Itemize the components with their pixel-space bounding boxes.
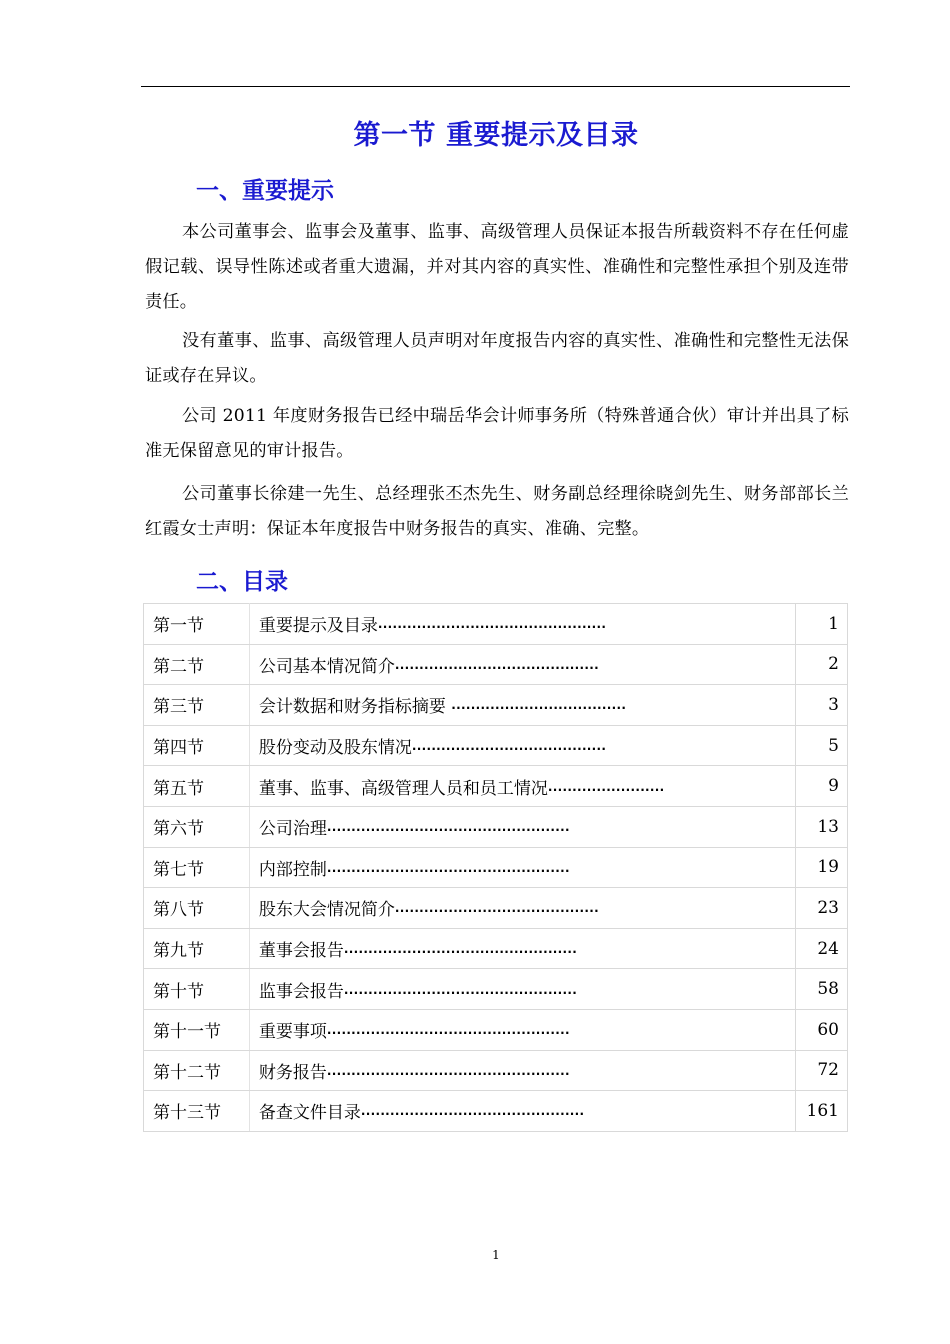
toc-entry-title[interactable]: 会计数据和财务指标摘要 bbox=[258, 697, 452, 718]
toc-leader-dots: ·········································· bbox=[394, 660, 599, 675]
toc-entry-title[interactable]: 重要事项 bbox=[258, 1022, 327, 1043]
toc-row[interactable] bbox=[144, 969, 848, 1010]
toc-entry-title-cell bbox=[249, 1091, 795, 1132]
toc-leader-dots: ··············································· bbox=[377, 620, 607, 635]
toc-page-number: 13 bbox=[795, 806, 847, 847]
toc-leader-dots: ·········································· bbox=[394, 904, 599, 919]
toc-section-number: 第九节 bbox=[144, 928, 250, 969]
toc-entry-title-cell bbox=[249, 969, 795, 1010]
toc-entry-title[interactable]: 股份变动及股东情况 bbox=[258, 738, 412, 759]
toc-row[interactable] bbox=[144, 766, 848, 807]
header-rule bbox=[141, 86, 850, 87]
toc-entry-title[interactable]: 重要提示及目录 bbox=[258, 616, 378, 637]
page-number: 1 bbox=[492, 1248, 500, 1262]
toc-leader-dots: ········································ bbox=[411, 742, 607, 757]
toc-page-number: 5 bbox=[795, 725, 847, 766]
toc-row[interactable] bbox=[144, 604, 848, 645]
toc-entry-title-cell bbox=[249, 847, 795, 888]
toc-leader-dots: ·················································· bbox=[326, 823, 570, 838]
notice-paragraph-4: 公司董事长徐建一先生、总经理张丕杰先生、财务副总经理徐晓剑先生、财务部部长兰红霞女士声明：保证本年度报告中财务报告的真实、准确、完整。 bbox=[145, 484, 849, 539]
toc-leader-dots: ················································ bbox=[343, 945, 578, 960]
toc-section-number: 第一节 bbox=[144, 604, 250, 645]
toc-page-number: 19 bbox=[795, 847, 847, 888]
important-notice-heading: 一、重要提示 bbox=[196, 178, 334, 204]
toc-section-number: 第十节 bbox=[144, 969, 250, 1010]
toc-entry-title-cell bbox=[249, 806, 795, 847]
toc-page-number: 2 bbox=[795, 644, 847, 685]
toc-entry-title-cell bbox=[249, 725, 795, 766]
toc-page-number: 58 bbox=[795, 969, 847, 1010]
toc-leader-dots: ·················································· bbox=[326, 1026, 570, 1041]
toc-entry-title-cell bbox=[249, 1050, 795, 1091]
toc-page-number: 24 bbox=[795, 928, 847, 969]
toc-leader-dots: ························ bbox=[547, 782, 665, 797]
toc-row[interactable] bbox=[144, 685, 848, 726]
toc-section-number: 第八节 bbox=[144, 888, 250, 929]
toc-page-number: 1 bbox=[795, 604, 847, 645]
toc-leader-dots: ···································· bbox=[451, 701, 627, 716]
toc-entry-title-cell bbox=[249, 766, 795, 807]
toc-page-number: 161 bbox=[795, 1091, 847, 1132]
toc-entry-title-cell bbox=[249, 1009, 795, 1050]
toc-leader-dots: ·················································· bbox=[326, 1066, 570, 1081]
toc-entry-title[interactable]: 内部控制 bbox=[258, 859, 327, 880]
toc-entry-title[interactable]: 公司治理 bbox=[258, 819, 327, 840]
table-of-contents bbox=[143, 603, 848, 1132]
toc-page-number: 23 bbox=[795, 888, 847, 929]
toc-row[interactable] bbox=[144, 644, 848, 685]
notice-paragraph-2: 没有董事、监事、高级管理人员声明对年度报告内容的真实性、准确性和完整性无法保证或存在异议。 bbox=[145, 331, 849, 386]
toc-section-number: 第二节 bbox=[144, 644, 250, 685]
toc-entry-title-cell bbox=[249, 928, 795, 969]
toc-section-number: 第四节 bbox=[144, 725, 250, 766]
toc-entry-title[interactable]: 公司基本情况简介 bbox=[258, 656, 395, 677]
toc-entry-title-cell bbox=[249, 644, 795, 685]
toc-entry-title[interactable]: 董事、监事、高级管理人员和员工情况 bbox=[258, 778, 548, 799]
toc-page-number: 60 bbox=[795, 1009, 847, 1050]
toc-heading: 二、目录 bbox=[196, 569, 288, 595]
toc-section-number: 第五节 bbox=[144, 766, 250, 807]
notice-paragraph-3: 公司 2011 年度财务报告已经中瑞岳华会计师事务所（特殊普通合伙）审计并出具了标准无保留意见的审计报告。 bbox=[145, 406, 849, 461]
toc-leader-dots: ·················································· bbox=[326, 863, 570, 878]
toc-entry-title-cell bbox=[249, 888, 795, 929]
toc-section-number: 第七节 bbox=[144, 847, 250, 888]
toc-row[interactable] bbox=[144, 928, 848, 969]
toc-section-number: 第十二节 bbox=[144, 1050, 250, 1091]
toc-page-number: 3 bbox=[795, 685, 847, 726]
toc-row[interactable] bbox=[144, 806, 848, 847]
section-title: 第一节 重要提示及目录 bbox=[353, 120, 639, 151]
toc-leader-dots: ·············································· bbox=[360, 1107, 585, 1122]
toc-entry-title[interactable]: 董事会报告 bbox=[258, 941, 344, 962]
toc-row[interactable] bbox=[144, 1091, 848, 1132]
toc-entry-title[interactable]: 备查文件目录 bbox=[258, 1103, 361, 1124]
toc-row[interactable] bbox=[144, 1050, 848, 1091]
toc-row[interactable] bbox=[144, 888, 848, 929]
toc-section-number: 第十一节 bbox=[144, 1009, 250, 1050]
toc-entry-title[interactable]: 财务报告 bbox=[258, 1062, 327, 1083]
toc-row[interactable] bbox=[144, 1009, 848, 1050]
toc-entry-title-cell bbox=[249, 685, 795, 726]
toc-section-number: 第六节 bbox=[144, 806, 250, 847]
notice-paragraph-1: 本公司董事会、监事会及董事、监事、高级管理人员保证本报告所载资料不存在任何虚假记载、误导性陈述或者重大遗漏，并对其内容的真实性、准确性和完整性承担个别及连带责任。 bbox=[145, 222, 849, 312]
toc-entry-title[interactable]: 监事会报告 bbox=[258, 981, 344, 1002]
toc-page-number: 9 bbox=[795, 766, 847, 807]
toc-entry-title-cell bbox=[249, 604, 795, 645]
toc-entry-title[interactable]: 股东大会情况简介 bbox=[258, 900, 395, 921]
toc-row[interactable] bbox=[144, 725, 848, 766]
toc-section-number: 第三节 bbox=[144, 685, 250, 726]
toc-page-number: 72 bbox=[795, 1050, 847, 1091]
toc-row[interactable] bbox=[144, 847, 848, 888]
toc-section-number: 第十三节 bbox=[144, 1091, 250, 1132]
toc-leader-dots: ················································ bbox=[343, 985, 578, 1000]
